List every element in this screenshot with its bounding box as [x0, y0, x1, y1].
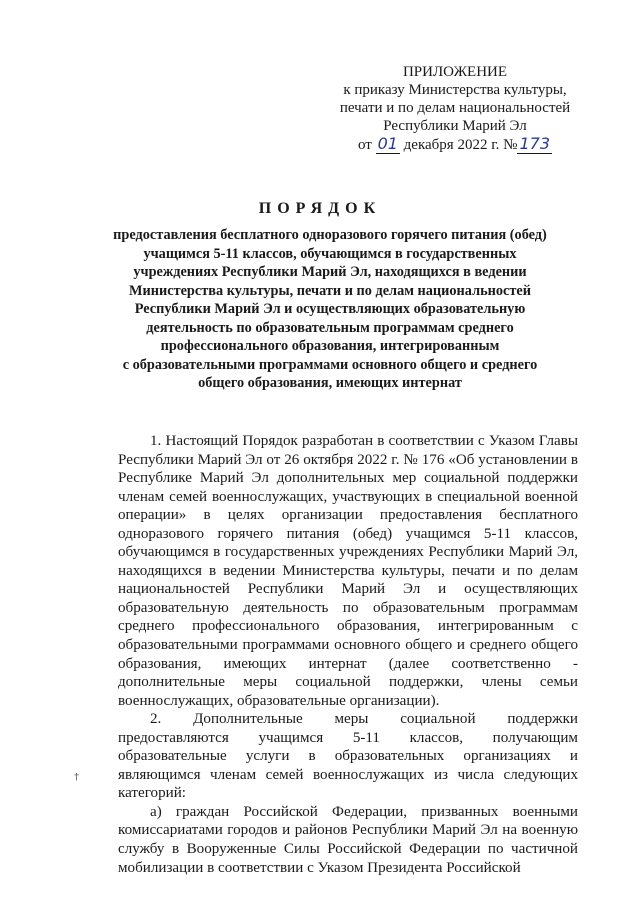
subtitle-line: учреждениях Республики Марий Эл, находящихся в ведении: [133, 264, 527, 280]
appendix-line-3: Республики Марий Эл: [383, 118, 527, 134]
scan-mark-icon: †: [74, 772, 79, 783]
paragraph-2: 2. Дополнительные меры социальной поддержки предоставляются учащимся 5-11 классов, получающим образовательные услуги в образовательных организациях и являющимся членам семей военнослужащих из числа следующих категорий:: [118, 711, 578, 802]
subtitle-line: Министерства культуры, печати и по делам национальностей: [129, 282, 531, 299]
subtitle-line: Республики Марий Эл и осуществляющих образовательную: [134, 301, 526, 317]
handwritten-number: 173: [519, 134, 551, 153]
appendix-date-line: [330, 135, 580, 154]
date-rest: декабря 2022 г. №: [403, 137, 518, 153]
subtitle-line: деятельность по образовательным программам среднего: [146, 319, 514, 336]
paragraph-3: а) граждан Российской Федерации, призванных военными комиссариатами городов и районов Республики Марий Эл на военную службу в Вооруженные Силы Российской Федерации по частичной мобилизации в соответствии с Указом Президента Российской: [118, 803, 578, 876]
subtitle-line: профессионального образования, интегрированным: [160, 338, 500, 354]
appendix-heading: ПРИЛОЖЕНИЕ: [402, 64, 508, 80]
document-subtitle: [110, 226, 550, 393]
subtitle-line: общего образования, имеющих интернат: [198, 375, 462, 391]
subtitle-line: учащимся 5-11 классов, обучающимся в государственных: [143, 245, 517, 262]
paragraph-1: 1. Настоящий Порядок разработан в соответствии с Указом Главы Республики Марий Эл от 26 октября 2022 г. № 176 «Об установлении в Республике Марий Эл дополнительных мер социальной поддержки членам семей военнослужащих, участвующих в специальной военной операции» в целях организации предоставления бесплатного одноразового горячего питания (обед) учащимся 5-11 классов, обучающимся в государственных учреждениях Республики Марий Эл, находящихся в ведении Министерства культуры, печати и по делам национальностей Республики Марий Эл и осуществляющих образовательную деятельность по образовательным программам среднего профессионального образования, интегрированным с образовательными программами основного общего и среднего общего образования, имеющих интернат (далее соответственно - дополнительные меры социальной поддержки, члены семьи военнослужащих, образовательные организации).: [118, 433, 578, 709]
appendix-line-2: печати и по делам национальностей: [339, 100, 571, 116]
appendix-block: [330, 63, 580, 154]
appendix-line-1: к приказу Министерства культуры,: [343, 82, 567, 98]
subtitle-line: предоставления бесплатного одноразового горячего питания (обед): [113, 227, 547, 243]
date-prefix: от: [357, 137, 372, 153]
document-title: ПОРЯДОК: [258, 200, 382, 217]
document-body: [118, 432, 578, 877]
handwritten-day: 01: [377, 134, 398, 153]
subtitle-line: с образовательными программами основного общего и среднего: [122, 356, 538, 373]
